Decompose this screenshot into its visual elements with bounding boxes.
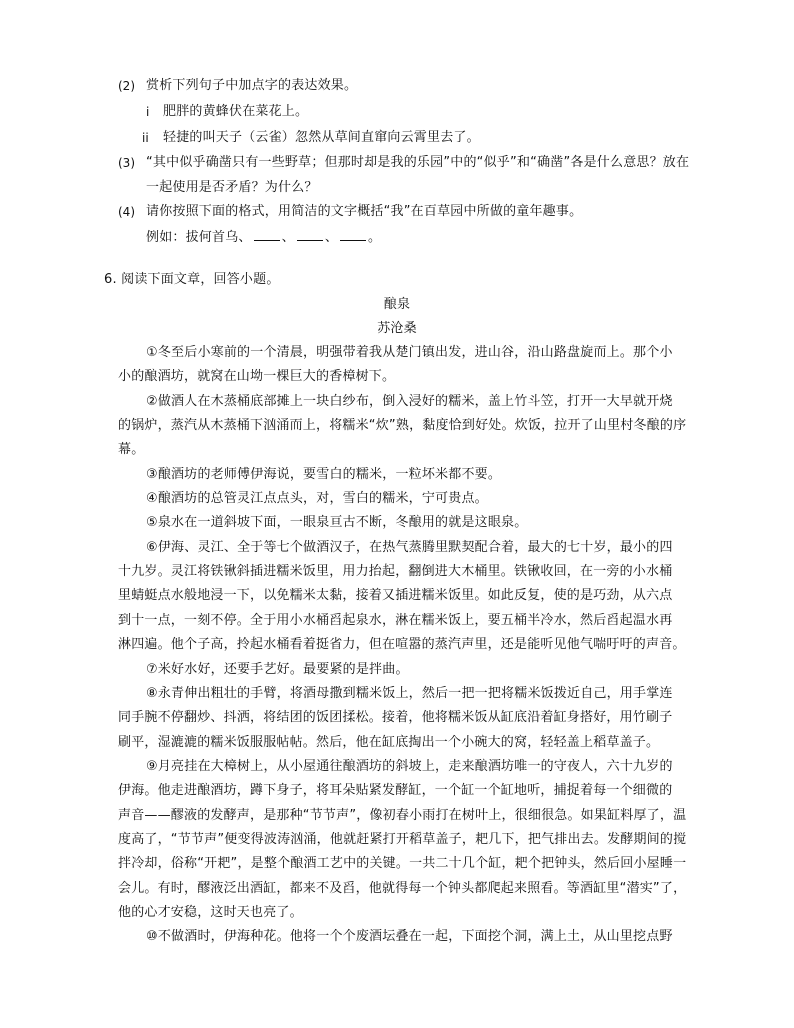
separator-2: 、 [324,230,339,245]
article-line: 度高了，“节节声”便变得波涛汹涌，他就赶紧打开稻草盖子，耙几下，把气排出去。发酵期间的搅 [118,832,687,847]
article-line: ④酿酒坊的总管灵江点点头，对，雪白的糯米，宁可贵点。 [146,491,488,506]
article-line: 会儿。有时，醪液泛出酒缸，都来不及舀，他就得每一个钟头都爬起来照看。等酒缸里“潜实”了， [118,881,687,896]
question-4-text: 请你按照下面的格式，用简洁的文字概括“我”在百草园中所做的童年趣事。 [146,204,583,219]
question-2-number: (2) [118,79,135,93]
article-line: ⑥伊海、灵江、全于等七个做酒汉子，在热气蒸腾里默契配合着，最大的七十岁，最小的四 [146,540,673,555]
separator-1: 、 [281,230,295,245]
article-line: 小的酿酒坊，就窝在山坳一棵巨大的香樟树下。 [118,369,396,384]
answer-blank-2[interactable] [297,229,323,241]
section-6-heading: 6. 阅读下面文章，回答小题。 [104,272,280,287]
article-line: ①冬至后小寒前的一个清晨，明强带着我从楚门镇出发，进山谷，沿山路盘旋而上。那个小 [146,345,673,360]
article-line: ③酿酒坊的老师傅伊海说，要雪白的糯米，一粒坏米都不要。 [146,467,502,482]
question-2-ii-text: 轻捷的叫天子（云雀）忽然从草间直窜向云霄里去了。 [163,130,480,145]
answer-blank-3[interactable] [340,229,366,241]
article-line: ②做酒人在木蒸桶底部摊上一块白纱布，倒入浸好的糯米，盖上竹斗笠，打开一大早就开烧 [146,394,673,409]
article-line: 声音——醪液的发酵声，是那种“节节声”，像初春小雨打在树叶上，很细很急。如果缸料厚了，温 [118,808,687,823]
article-line: 十九岁。灵江将铁锹斜插进糯米饭里，用力抬起，翻倒进大木桶里。铁锹收回，在一旁的小水桶 [118,564,673,579]
question-3-line-1: “其中似乎确凿只有一些野草；但那时却是我的乐园”中的“似乎”和“确凿”各是什么意思？放在 [146,155,690,170]
example-end: 。 [368,230,382,245]
article-line: 到十一点，一刻不停。全于用小水桶舀起泉水，淋在糯米饭上，要五桶半冷水，然后舀起温水再 [118,613,673,628]
question-2-text [146,78,357,94]
article-line: ⑧永青伸出粗壮的手臂，将酒母撒到糯米饭上，然后一把一把将糯米饭拨近自己，用手掌连 [146,686,673,701]
answer-blank-1[interactable] [254,229,280,241]
article-line: 同手腕不停翻炒、抖洒，将结团的饭团揉松。接着，他将糯米饭从缸底沿着缸身搭好，用竹刷子 [118,710,673,725]
article-line: 淋四遍。他个子高，拎起水桶看着挺省力，但在喧嚣的蒸汽声里，还是能听见他气喘吁吁的声音。 [118,637,686,652]
article-author: 苏沧桑 [377,321,417,336]
example-prefix: 例如：拔何首乌、 [146,230,252,245]
article-line: 里蜻蜓点水般地浸一下，以免糯米太黏，接着又插进糯米饭里。如此反复，使的是巧劲，从六点 [118,588,673,603]
article-line: 拌冷却，俗称“开耙”，是整个酿酒工艺中的关键。一共二十几个缸，耙个把钟头，然后回小屋睡一 [118,856,687,871]
article-line: ⑨月亮挂在大樟树上，从小屋通往酿酒坊的斜坡上，走来酿酒坊唯一的守夜人，六十九岁的 [146,759,673,774]
question-3-number: (3) [118,156,135,170]
article-line: ⑦米好水好，还要手艺好。最要紧的是拌曲。 [146,662,409,677]
question-2-prompt: 赏析下列句子中加点字的表达效果。 [146,78,358,93]
article-line: 的锅炉，蒸汽从木蒸桶下汹涌而上，将糯米“炊”熟，黏度恰到好处。炊饭，拉开了山里村冬酿的序 [118,418,687,433]
question-4-number: (4) [118,205,135,219]
article-line: ⑤泉水在一道斜坡下面，一眼泉亘古不断，冬酿用的就是这眼泉。 [146,515,528,530]
question-3-line-2: 一起使用是否矛盾？为什么？ [146,180,318,195]
article-line: 刷平，湿漉漉的糯米饭服服帖帖。然后，他在缸底掏出一个小碗大的窝，轻轻盖上稻草盖子。 [118,735,660,750]
article-line: ⑩不做酒时，伊海种花。他将一个个废酒坛叠在一起，下面挖个洞，满上土，从山里挖点野 [146,929,673,944]
question-2-ii-label: ii [142,131,149,145]
article-title: 酿泉 [383,297,411,312]
question-2-i-label: i [146,105,150,119]
question-4-example [146,229,381,246]
article-line: 他的心才安稳，这时天也亮了。 [118,905,303,920]
question-2-i-text: 肥胖的黄蜂伏在菜花上。 [163,104,309,119]
article-line: 伊海。他走进酿酒坊，蹲下身子，将耳朵贴紧发酵缸，一个缸一个缸地听，捕捉着每一个细微的 [118,783,673,798]
article-line: 幕。 [118,442,145,457]
